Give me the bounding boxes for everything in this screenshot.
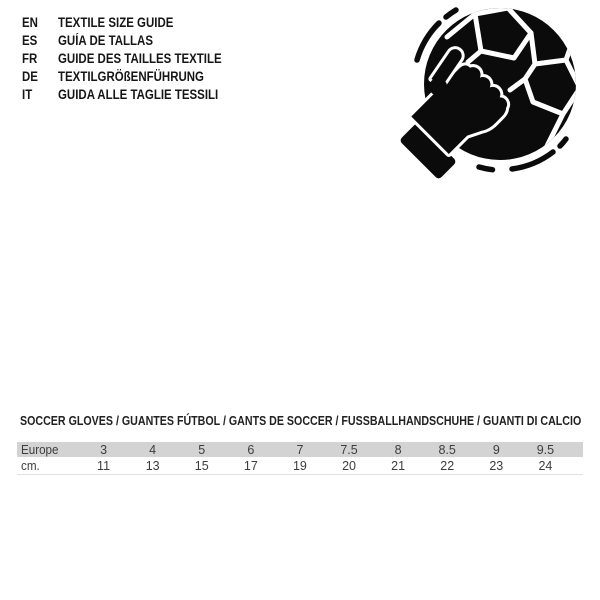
list-item xyxy=(22,32,251,50)
table-cell: 5 xyxy=(198,442,206,457)
table-cell: 7 xyxy=(296,442,304,457)
table-cell: 4 xyxy=(149,442,157,457)
table-cell: 8 xyxy=(394,442,402,457)
table-cell: 6 xyxy=(247,442,255,457)
language-title: GUIDA ALLE TAGLIE TESSILI xyxy=(58,87,219,102)
table-cell: 3 xyxy=(100,442,108,457)
table-cell: 7.5 xyxy=(340,442,358,457)
table-cell: 22 xyxy=(440,458,455,473)
table-cell: 13 xyxy=(145,458,160,473)
list-item xyxy=(22,14,251,32)
size-table xyxy=(17,442,583,475)
table-cell: 17 xyxy=(243,458,258,473)
language-title: GUIDE DES TAILLES TEXTILE xyxy=(58,51,222,66)
table-cell: 20 xyxy=(342,458,356,473)
table-cell: 9.5 xyxy=(536,442,555,457)
size-table-title-text: SOCCER GLOVES / GUANTES FÚTBOL / GANTS DE SOCCER / FUSSBALLHANDSCHUHE / GUANTI DI CALCIO xyxy=(20,413,582,428)
table-cell: 24 xyxy=(538,458,553,473)
list-item xyxy=(22,86,251,104)
table-cell: 21 xyxy=(391,458,406,473)
row-values xyxy=(79,459,570,473)
table-cell: 9 xyxy=(492,442,500,457)
table-cell: 11 xyxy=(97,458,111,473)
row-values xyxy=(79,443,570,457)
list-item xyxy=(22,68,251,86)
row-header-europe: Europe xyxy=(21,442,59,457)
table-cell: 15 xyxy=(194,458,209,473)
goalkeeper-glove-soccer-ball-icon xyxy=(392,0,582,200)
language-title: TEXTILE SIZE GUIDE xyxy=(58,15,174,30)
table-cell: 8.5 xyxy=(438,442,456,457)
table-row-cm xyxy=(17,457,583,475)
table-cell: 19 xyxy=(292,458,307,473)
size-table-title xyxy=(20,413,595,429)
language-code: EN xyxy=(22,15,38,30)
language-title: GUÍA DE TALLAS xyxy=(58,33,153,48)
row-header-cm: cm. xyxy=(21,458,40,473)
language-code: ES xyxy=(22,33,38,48)
language-title-list xyxy=(22,14,251,104)
language-code: FR xyxy=(22,51,38,66)
table-cell: 23 xyxy=(489,458,504,473)
language-title: TEXTILGRÖßENFÜHRUNG xyxy=(58,69,204,84)
table-row-europe xyxy=(17,442,583,457)
list-item xyxy=(22,50,251,68)
language-code: DE xyxy=(22,69,38,84)
language-code: IT xyxy=(22,87,33,102)
